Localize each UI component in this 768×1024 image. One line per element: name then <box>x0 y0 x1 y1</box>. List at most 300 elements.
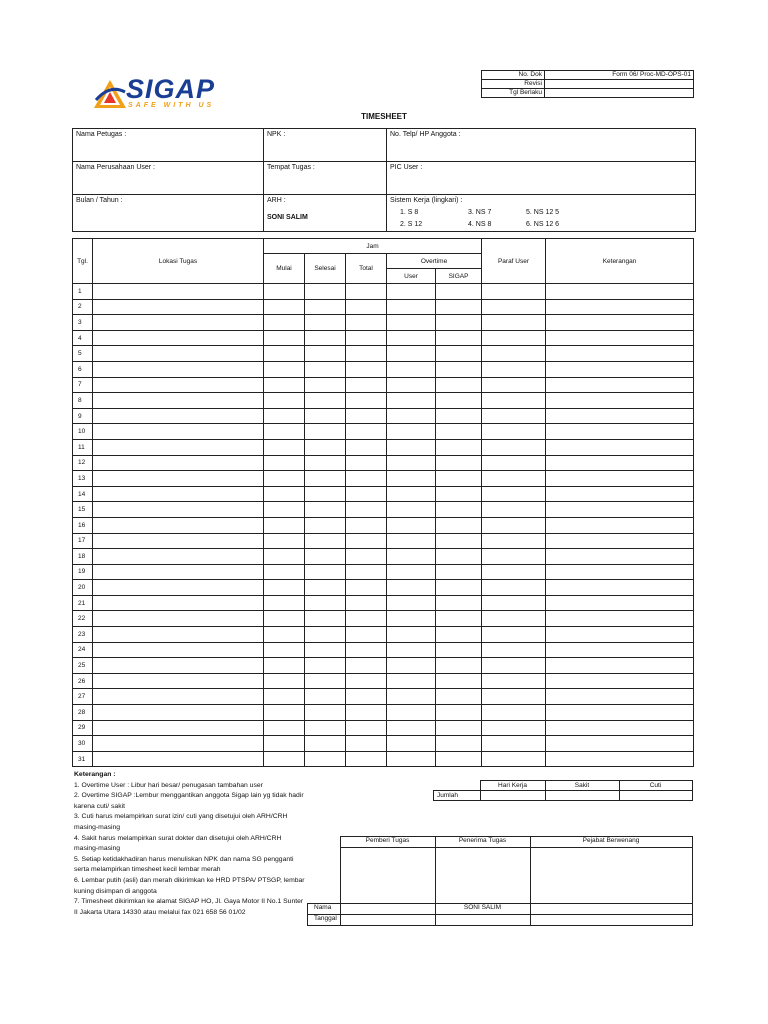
table-row <box>73 658 694 674</box>
keterangan-cell[interactable] <box>546 486 694 502</box>
penerima-tugas-signature[interactable] <box>435 848 530 904</box>
lokasi-cell[interactable] <box>93 549 264 565</box>
pemberi-tugas-tanggal[interactable] <box>340 915 435 926</box>
lokasi-cell[interactable] <box>93 502 264 518</box>
penerima-tugas-nama[interactable]: SONI SALIM <box>435 904 530 915</box>
table-row <box>73 346 694 362</box>
lokasi-cell[interactable] <box>93 330 264 346</box>
overtime-user-cell[interactable] <box>387 720 436 736</box>
overtime-user-cell[interactable] <box>387 502 436 518</box>
pejabat-berwenang-signature[interactable] <box>530 848 692 904</box>
mulai-cell[interactable] <box>264 642 305 658</box>
mulai-cell[interactable] <box>264 439 305 455</box>
selesai-cell[interactable] <box>305 439 346 455</box>
lokasi-cell[interactable] <box>93 627 264 643</box>
pemberi-tugas-signature[interactable] <box>340 848 435 904</box>
total-cell[interactable] <box>346 346 387 362</box>
total-cell[interactable] <box>346 471 387 487</box>
keterangan-cell[interactable] <box>546 549 694 565</box>
mulai-cell[interactable] <box>264 471 305 487</box>
keterangan-cell[interactable] <box>546 580 694 596</box>
overtime-user-cell[interactable] <box>387 564 436 580</box>
paraf-cell[interactable] <box>482 517 546 533</box>
paraf-cell[interactable] <box>482 658 546 674</box>
total-cell[interactable] <box>346 502 387 518</box>
nama-petugas-field[interactable] <box>73 129 264 162</box>
overtime-sigap-cell[interactable] <box>436 486 482 502</box>
col-keterangan-header: Keterangan <box>546 239 694 284</box>
table-row <box>73 486 694 502</box>
lokasi-cell[interactable] <box>93 580 264 596</box>
selesai-cell[interactable] <box>305 658 346 674</box>
paraf-cell[interactable] <box>482 751 546 767</box>
overtime-user-cell[interactable] <box>387 658 436 674</box>
overtime-sigap-cell[interactable] <box>436 424 482 440</box>
selesai-cell[interactable] <box>305 361 346 377</box>
pejabat-berwenang-nama[interactable] <box>530 904 692 915</box>
total-cell[interactable] <box>346 658 387 674</box>
paraf-cell[interactable] <box>482 408 546 424</box>
lokasi-cell[interactable] <box>93 408 264 424</box>
lokasi-cell[interactable] <box>93 284 264 300</box>
keterangan-cell[interactable] <box>546 720 694 736</box>
keterangan-cell[interactable] <box>546 751 694 767</box>
mulai-cell[interactable] <box>264 517 305 533</box>
penerima-tugas-header: Penerima Tugas <box>435 837 530 848</box>
overtime-sigap-cell[interactable] <box>436 502 482 518</box>
overtime-user-cell[interactable] <box>387 705 436 721</box>
overtime-user-cell[interactable] <box>387 517 436 533</box>
sistem-option[interactable]: 2. S 12 <box>400 221 423 228</box>
total-cell[interactable] <box>346 751 387 767</box>
cuti-value[interactable] <box>619 791 692 801</box>
paraf-cell[interactable] <box>482 736 546 752</box>
table-row <box>73 751 694 767</box>
npk-field[interactable] <box>264 129 387 162</box>
total-cell[interactable] <box>346 393 387 409</box>
total-cell[interactable] <box>346 736 387 752</box>
overtime-sigap-cell[interactable] <box>436 751 482 767</box>
total-cell[interactable] <box>346 673 387 689</box>
overtime-user-cell[interactable] <box>387 689 436 705</box>
paraf-cell[interactable] <box>482 315 546 331</box>
keterangan-cell[interactable] <box>546 595 694 611</box>
lokasi-cell[interactable] <box>93 486 264 502</box>
paraf-cell[interactable] <box>482 689 546 705</box>
mulai-cell[interactable] <box>264 346 305 362</box>
keterangan-cell[interactable] <box>546 330 694 346</box>
overtime-sigap-cell[interactable] <box>436 595 482 611</box>
overtime-user-cell[interactable] <box>387 299 436 315</box>
pemberi-tugas-nama[interactable] <box>340 904 435 915</box>
mulai-cell[interactable] <box>264 377 305 393</box>
keterangan-cell[interactable] <box>546 471 694 487</box>
tempat-tugas-field[interactable] <box>264 162 387 195</box>
lokasi-cell[interactable] <box>93 471 264 487</box>
mulai-cell[interactable] <box>264 502 305 518</box>
overtime-sigap-cell[interactable] <box>436 455 482 471</box>
mulai-cell[interactable] <box>264 751 305 767</box>
overtime-sigap-cell[interactable] <box>436 471 482 487</box>
selesai-cell[interactable] <box>305 299 346 315</box>
selesai-cell[interactable] <box>305 471 346 487</box>
day-number: 8 <box>73 393 93 409</box>
total-cell[interactable] <box>346 642 387 658</box>
overtime-sigap-cell[interactable] <box>436 627 482 643</box>
overtime-user-cell[interactable] <box>387 393 436 409</box>
selesai-cell[interactable] <box>305 455 346 471</box>
overtime-sigap-cell[interactable] <box>436 689 482 705</box>
selesai-cell[interactable] <box>305 580 346 596</box>
selesai-cell[interactable] <box>305 549 346 565</box>
mulai-cell[interactable] <box>264 361 305 377</box>
paraf-cell[interactable] <box>482 642 546 658</box>
mulai-cell[interactable] <box>264 689 305 705</box>
overtime-sigap-cell[interactable] <box>436 533 482 549</box>
paraf-cell[interactable] <box>482 533 546 549</box>
selesai-cell[interactable] <box>305 736 346 752</box>
lokasi-cell[interactable] <box>93 533 264 549</box>
keterangan-cell[interactable] <box>546 299 694 315</box>
selesai-cell[interactable] <box>305 720 346 736</box>
lokasi-cell[interactable] <box>93 705 264 721</box>
mulai-cell[interactable] <box>264 393 305 409</box>
table-row <box>73 330 694 346</box>
mulai-cell[interactable] <box>264 627 305 643</box>
overtime-sigap-cell[interactable] <box>436 658 482 674</box>
day-number: 3 <box>73 315 93 331</box>
overtime-sigap-cell[interactable] <box>436 361 482 377</box>
mulai-cell[interactable] <box>264 595 305 611</box>
keterangan-cell[interactable] <box>546 658 694 674</box>
lokasi-cell[interactable] <box>93 736 264 752</box>
col-overtime-sigap-header: SIGAP <box>436 269 482 284</box>
overtime-sigap-cell[interactable] <box>436 330 482 346</box>
overtime-sigap-cell[interactable] <box>436 705 482 721</box>
paraf-cell[interactable] <box>482 502 546 518</box>
total-cell[interactable] <box>346 424 387 440</box>
npk-label: NPK : <box>267 131 286 138</box>
overtime-user-cell[interactable] <box>387 549 436 565</box>
overtime-user-cell[interactable] <box>387 346 436 362</box>
mulai-cell[interactable] <box>264 330 305 346</box>
overtime-sigap-cell[interactable] <box>436 549 482 565</box>
keterangan-cell[interactable] <box>546 424 694 440</box>
overtime-sigap-cell[interactable] <box>436 439 482 455</box>
selesai-cell[interactable] <box>305 595 346 611</box>
day-number: 10 <box>73 424 93 440</box>
total-cell[interactable] <box>346 549 387 565</box>
paraf-cell[interactable] <box>482 720 546 736</box>
lokasi-cell[interactable] <box>93 393 264 409</box>
overtime-sigap-cell[interactable] <box>436 299 482 315</box>
overtime-user-cell[interactable] <box>387 408 436 424</box>
paraf-cell[interactable] <box>482 439 546 455</box>
overtime-user-cell[interactable] <box>387 736 436 752</box>
total-cell[interactable] <box>346 689 387 705</box>
lokasi-cell[interactable] <box>93 611 264 627</box>
lokasi-cell[interactable] <box>93 299 264 315</box>
overtime-sigap-cell[interactable] <box>436 408 482 424</box>
mulai-cell[interactable] <box>264 533 305 549</box>
selesai-cell[interactable] <box>305 284 346 300</box>
selesai-cell[interactable] <box>305 564 346 580</box>
lokasi-cell[interactable] <box>93 346 264 362</box>
overtime-user-cell[interactable] <box>387 455 436 471</box>
paraf-cell[interactable] <box>482 299 546 315</box>
day-number: 1 <box>73 284 93 300</box>
total-cell[interactable] <box>346 439 387 455</box>
lokasi-cell[interactable] <box>93 424 264 440</box>
lokasi-cell[interactable] <box>93 377 264 393</box>
overtime-user-cell[interactable] <box>387 315 436 331</box>
keterangan-cell[interactable] <box>546 533 694 549</box>
keterangan-cell[interactable] <box>546 611 694 627</box>
keterangan-cell[interactable] <box>546 377 694 393</box>
selesai-cell[interactable] <box>305 502 346 518</box>
sistem-option[interactable]: 5. NS 12 5 <box>526 209 560 216</box>
col-overtime-user-header: User <box>387 269 436 284</box>
selesai-cell[interactable] <box>305 393 346 409</box>
keterangan-cell[interactable] <box>546 689 694 705</box>
mulai-cell[interactable] <box>264 720 305 736</box>
selesai-cell[interactable] <box>305 517 346 533</box>
lokasi-cell[interactable] <box>93 751 264 767</box>
overtime-sigap-cell[interactable] <box>436 393 482 409</box>
selesai-cell[interactable] <box>305 533 346 549</box>
lokasi-cell[interactable] <box>93 658 264 674</box>
overtime-user-cell[interactable] <box>387 471 436 487</box>
mulai-cell[interactable] <box>264 299 305 315</box>
overtime-user-cell[interactable] <box>387 751 436 767</box>
total-cell[interactable] <box>346 564 387 580</box>
keterangan-cell[interactable] <box>546 736 694 752</box>
paraf-cell[interactable] <box>482 611 546 627</box>
mulai-cell[interactable] <box>264 315 305 331</box>
penerima-tugas-tanggal[interactable] <box>435 915 530 926</box>
mulai-cell[interactable] <box>264 611 305 627</box>
mulai-cell[interactable] <box>264 564 305 580</box>
overtime-sigap-cell[interactable] <box>436 611 482 627</box>
keterangan-cell[interactable] <box>546 346 694 362</box>
mulai-cell[interactable] <box>264 673 305 689</box>
paraf-cell[interactable] <box>482 595 546 611</box>
day-number: 19 <box>73 564 93 580</box>
keterangan-cell[interactable] <box>546 315 694 331</box>
mulai-cell[interactable] <box>264 580 305 596</box>
keterangan-cell[interactable] <box>546 393 694 409</box>
mulai-cell[interactable] <box>264 408 305 424</box>
total-cell[interactable] <box>346 705 387 721</box>
selesai-cell[interactable] <box>305 673 346 689</box>
lokasi-cell[interactable] <box>93 642 264 658</box>
overtime-user-cell[interactable] <box>387 424 436 440</box>
sistem-kerja-field[interactable] <box>387 195 696 232</box>
lokasi-cell[interactable] <box>93 689 264 705</box>
overtime-user-cell[interactable] <box>387 330 436 346</box>
mulai-cell[interactable] <box>264 658 305 674</box>
selesai-cell[interactable] <box>305 346 346 362</box>
total-cell[interactable] <box>346 533 387 549</box>
table-row <box>73 393 694 409</box>
note-item: 7. Timesheet dikirimkan ke alamat SIGAP HO, Jl. Gaya Motor II No.1 Sunter II Jakarta Utara 14330 atau melalui fax 021 658 56 01/02 <box>74 898 304 916</box>
overtime-sigap-cell[interactable] <box>436 377 482 393</box>
table-row <box>73 471 694 487</box>
total-cell[interactable] <box>346 517 387 533</box>
overtime-sigap-cell[interactable] <box>436 315 482 331</box>
pic-user-field[interactable] <box>387 162 696 195</box>
keterangan-cell[interactable] <box>546 284 694 300</box>
hari-kerja-value[interactable] <box>480 791 545 801</box>
selesai-cell[interactable] <box>305 408 346 424</box>
lokasi-cell[interactable] <box>93 439 264 455</box>
perusahaan-field[interactable] <box>73 162 264 195</box>
paraf-cell[interactable] <box>482 471 546 487</box>
mulai-cell[interactable] <box>264 486 305 502</box>
overtime-user-cell[interactable] <box>387 377 436 393</box>
sistem-kerja-options <box>390 209 692 228</box>
selesai-cell[interactable] <box>305 377 346 393</box>
overtime-user-cell[interactable] <box>387 439 436 455</box>
keterangan-cell[interactable] <box>546 705 694 721</box>
keterangan-cell[interactable] <box>546 673 694 689</box>
table-row <box>73 439 694 455</box>
overtime-user-cell[interactable] <box>387 533 436 549</box>
keterangan-cell[interactable] <box>546 564 694 580</box>
total-cell[interactable] <box>346 486 387 502</box>
lokasi-cell[interactable] <box>93 564 264 580</box>
total-cell[interactable] <box>346 455 387 471</box>
col-mulai-header: Mulai <box>264 254 305 284</box>
note-item: 2. Overtime SIGAP :Lembur menggantikan anggota Sigap lain yg tidak hadir karena cuti/ sakit <box>74 792 304 810</box>
paraf-cell[interactable] <box>482 564 546 580</box>
lokasi-cell[interactable] <box>93 595 264 611</box>
keterangan-cell[interactable] <box>546 517 694 533</box>
sistem-option[interactable]: 6. NS 12 6 <box>526 221 560 228</box>
overtime-sigap-cell[interactable] <box>436 642 482 658</box>
paraf-cell[interactable] <box>482 346 546 362</box>
overtime-sigap-cell[interactable] <box>436 736 482 752</box>
total-cell[interactable] <box>346 580 387 596</box>
overtime-user-cell[interactable] <box>387 595 436 611</box>
overtime-sigap-cell[interactable] <box>436 346 482 362</box>
selesai-cell[interactable] <box>305 689 346 705</box>
total-cell[interactable] <box>346 361 387 377</box>
keterangan-cell[interactable] <box>546 455 694 471</box>
overtime-sigap-cell[interactable] <box>436 673 482 689</box>
overtime-user-cell[interactable] <box>387 580 436 596</box>
keterangan-cell[interactable] <box>546 439 694 455</box>
sakit-value[interactable] <box>545 791 619 801</box>
selesai-cell[interactable] <box>305 642 346 658</box>
total-cell[interactable] <box>346 299 387 315</box>
paraf-cell[interactable] <box>482 361 546 377</box>
pejabat-berwenang-tanggal[interactable] <box>530 915 692 926</box>
keterangan-cell[interactable] <box>546 502 694 518</box>
paraf-cell[interactable] <box>482 673 546 689</box>
day-number: 4 <box>73 330 93 346</box>
mulai-cell[interactable] <box>264 284 305 300</box>
sistem-option[interactable]: 4. NS 8 <box>468 221 492 228</box>
total-cell[interactable] <box>346 611 387 627</box>
overtime-sigap-cell[interactable] <box>436 564 482 580</box>
total-cell[interactable] <box>346 408 387 424</box>
lokasi-cell[interactable] <box>93 720 264 736</box>
selesai-cell[interactable] <box>305 751 346 767</box>
overtime-user-cell[interactable] <box>387 611 436 627</box>
total-cell[interactable] <box>346 720 387 736</box>
paraf-cell[interactable] <box>482 549 546 565</box>
mulai-cell[interactable] <box>264 455 305 471</box>
overtime-user-cell[interactable] <box>387 361 436 377</box>
selesai-cell[interactable] <box>305 330 346 346</box>
selesai-cell[interactable] <box>305 627 346 643</box>
total-cell[interactable] <box>346 377 387 393</box>
sistem-option[interactable]: 3. NS 7 <box>468 209 492 216</box>
selesai-cell[interactable] <box>305 486 346 502</box>
total-cell[interactable] <box>346 315 387 331</box>
overtime-user-cell[interactable] <box>387 642 436 658</box>
col-total-header: Total <box>346 254 387 284</box>
paraf-cell[interactable] <box>482 424 546 440</box>
bulan-tahun-field[interactable] <box>73 195 264 232</box>
overtime-user-cell[interactable] <box>387 673 436 689</box>
total-cell[interactable] <box>346 627 387 643</box>
overtime-user-cell[interactable] <box>387 486 436 502</box>
overtime-user-cell[interactable] <box>387 627 436 643</box>
selesai-cell[interactable] <box>305 424 346 440</box>
paraf-cell[interactable] <box>482 455 546 471</box>
selesai-cell[interactable] <box>305 315 346 331</box>
lokasi-cell[interactable] <box>93 315 264 331</box>
col-selesai-header: Selesai <box>305 254 346 284</box>
total-cell[interactable] <box>346 330 387 346</box>
paraf-cell[interactable] <box>482 580 546 596</box>
lokasi-cell[interactable] <box>93 361 264 377</box>
paraf-cell[interactable] <box>482 705 546 721</box>
overtime-sigap-cell[interactable] <box>436 517 482 533</box>
lokasi-cell[interactable] <box>93 517 264 533</box>
keterangan-cell[interactable] <box>546 408 694 424</box>
keterangan-cell[interactable] <box>546 642 694 658</box>
lokasi-cell[interactable] <box>93 455 264 471</box>
paraf-cell[interactable] <box>482 284 546 300</box>
lokasi-cell[interactable] <box>93 673 264 689</box>
overtime-sigap-cell[interactable] <box>436 580 482 596</box>
paraf-cell[interactable] <box>482 486 546 502</box>
telp-field[interactable] <box>387 129 696 162</box>
paraf-cell[interactable] <box>482 377 546 393</box>
overtime-user-cell[interactable] <box>387 284 436 300</box>
paraf-cell[interactable] <box>482 627 546 643</box>
paraf-cell[interactable] <box>482 393 546 409</box>
keterangan-cell[interactable] <box>546 627 694 643</box>
mulai-cell[interactable] <box>264 549 305 565</box>
selesai-cell[interactable] <box>305 611 346 627</box>
sigap-logo-mark-icon <box>92 78 128 110</box>
overtime-sigap-cell[interactable] <box>436 284 482 300</box>
mulai-cell[interactable] <box>264 705 305 721</box>
mulai-cell[interactable] <box>264 736 305 752</box>
sistem-option[interactable]: 1. S 8 <box>400 209 419 216</box>
overtime-sigap-cell[interactable] <box>436 720 482 736</box>
selesai-cell[interactable] <box>305 705 346 721</box>
total-cell[interactable] <box>346 284 387 300</box>
total-cell[interactable] <box>346 595 387 611</box>
mulai-cell[interactable] <box>264 424 305 440</box>
paraf-cell[interactable] <box>482 330 546 346</box>
keterangan-cell[interactable] <box>546 361 694 377</box>
